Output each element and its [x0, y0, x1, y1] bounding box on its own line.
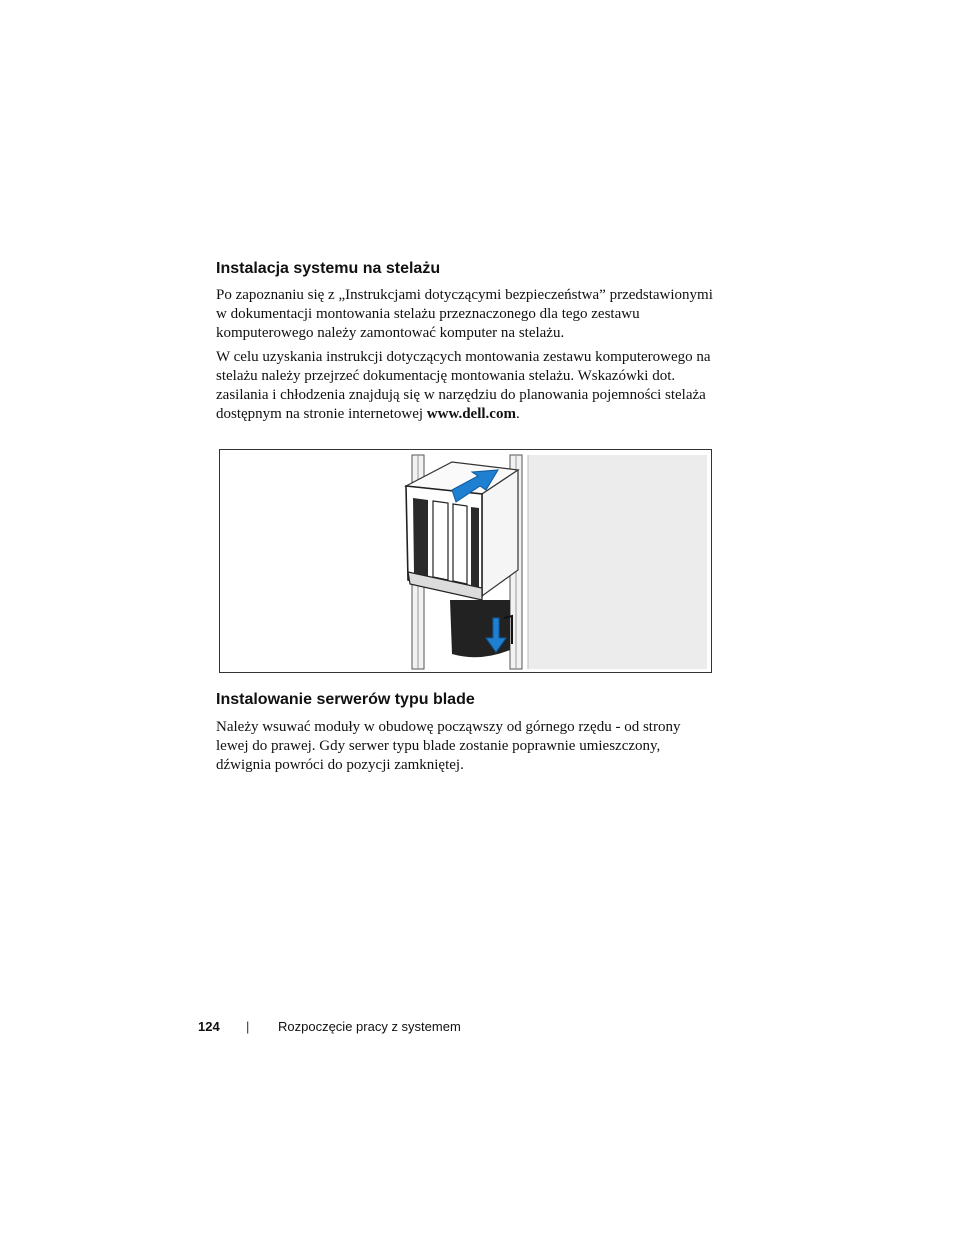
- section-heading-rack-installation: Instalacja systemu na stelażu: [216, 260, 441, 277]
- rack-install-figure: [219, 449, 712, 673]
- rack-illustration: [220, 450, 713, 674]
- paragraph-blade-install: Należy wsuwać moduły w obudowę począwszy od górnego rzędu - od strony lewej do prawej. Gdy serwer typu blade zostanie poprawnie umieszczony, dźwignia powróci do pozycji zamkniętej.: [216, 719, 681, 773]
- rack-shelf-shadow: [450, 600, 510, 657]
- footer-chapter-title: Rozpoczęcie pracy z systemem: [278, 1019, 461, 1034]
- blade-slot-2: [433, 501, 448, 580]
- dell-website-link: www.dell.com: [426, 406, 516, 422]
- blade-slot-3: [453, 504, 467, 584]
- paragraph-rack-docs-end: .: [515, 406, 520, 422]
- paragraph-rack-docs: [216, 348, 716, 424]
- paragraph-rack-docs-text: W celu uzyskania instrukcji dotyczących montowania zestawu komputerowego na stelażu należy przejrzeć dokumentację montowania stelażu. Wskazówki dot. zasilania i chłodzenia znajdują się w narzędziu do planowania pojemności stelaża dostępnym na stronie internetowej: [216, 349, 711, 422]
- footer-separator: |: [246, 1019, 250, 1034]
- page-number: 124: [198, 1019, 220, 1034]
- blade-slot-4: [471, 507, 479, 587]
- paragraph-rack-intro: Po zapoznaniu się z „Instrukcjami dotyczącymi bezpieczeństwa” przedstawionymi w dokumentacji montowania stelażu przeznaczonego dla tego zestawu komputerowego należy zamontować komputer na stelażu.: [216, 287, 713, 341]
- section-heading-blade-installation: Instalowanie serwerów typu blade: [216, 691, 475, 708]
- blade-slot-1: [413, 498, 428, 576]
- rack-side-panel: [528, 455, 707, 669]
